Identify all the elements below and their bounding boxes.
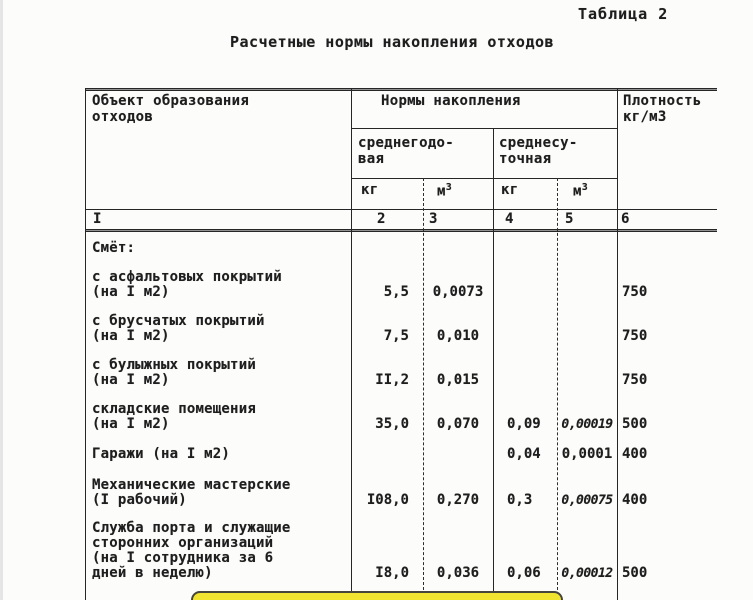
header-daily-average: среднесу- точная bbox=[499, 135, 578, 167]
kg-day-value: 0,09 bbox=[507, 416, 541, 432]
header-object-column: Объект образования отходов bbox=[92, 93, 250, 125]
kg-day-value bbox=[493, 285, 557, 300]
norms-group-underline bbox=[351, 128, 617, 129]
density-value: 500 bbox=[622, 416, 648, 432]
m3-year-value bbox=[423, 447, 493, 462]
column-number-2: 2 bbox=[377, 211, 386, 227]
density-value: 750 bbox=[622, 328, 648, 344]
kg-year-value: 5,5 bbox=[383, 284, 409, 300]
column-number-3: 3 bbox=[429, 211, 438, 227]
kg-day-value: 0,06 bbox=[507, 565, 541, 581]
m3-year-value: 0,036 bbox=[436, 565, 480, 581]
table-body bbox=[85, 232, 717, 581]
m3-year-value: 0,270 bbox=[436, 492, 480, 508]
m3-year-value bbox=[423, 241, 493, 256]
m3-day-value: 0,00012 bbox=[561, 566, 613, 581]
table-row bbox=[85, 241, 717, 256]
density-value: 750 bbox=[622, 372, 648, 388]
table-row bbox=[85, 402, 717, 432]
unit-m3-annual: $м^3$ bbox=[437, 182, 453, 200]
header-density-column: Плотность кг/м3 bbox=[623, 93, 702, 125]
m3-year-value: 0,0073 bbox=[432, 284, 484, 300]
unit-kg-annual: кг bbox=[361, 182, 379, 198]
m3-year-value: 0,015 bbox=[436, 372, 480, 388]
m3-day-value bbox=[557, 373, 617, 388]
kg-day-value bbox=[493, 373, 557, 388]
m3-day-value: 0,0001 bbox=[561, 446, 613, 462]
header-norms-group: Нормы накопления bbox=[381, 93, 521, 109]
density-value: 750 bbox=[622, 284, 648, 300]
m3-day-value: 0,00019 bbox=[561, 417, 613, 432]
m3-day-value bbox=[557, 241, 617, 256]
table-number: Таблица 2 bbox=[578, 5, 669, 23]
density-value: 400 bbox=[622, 492, 648, 508]
row-label: с брусчатых покрытий (на I м2) bbox=[92, 313, 265, 344]
column-number-4: 4 bbox=[505, 211, 514, 227]
row-label: Служба порта и служащие сторонних организаций (на I сотрудника за 6 дней в неделю) bbox=[92, 520, 291, 581]
kg-year-value: 7,5 bbox=[383, 328, 409, 344]
waste-norms-table bbox=[85, 88, 733, 600]
m3-day-value bbox=[557, 285, 617, 300]
row-label: Механические мастерские (I рабочий) bbox=[92, 477, 291, 508]
kg-year-value bbox=[351, 241, 423, 256]
table-row bbox=[85, 358, 717, 388]
column-number-1: I bbox=[93, 211, 102, 227]
table-row bbox=[85, 314, 717, 344]
table-row bbox=[85, 521, 717, 581]
header-annual-average: среднегодо- вая bbox=[358, 135, 455, 167]
kg-year-value: II,2 bbox=[375, 372, 409, 388]
table-row bbox=[85, 270, 717, 300]
m3-year-value: 0,010 bbox=[436, 328, 480, 344]
column-number-5: 5 bbox=[565, 211, 574, 227]
kg-day-value: 0,3 bbox=[507, 492, 533, 508]
row-label: Гаражи (на I м2) bbox=[92, 446, 231, 462]
table-row bbox=[85, 478, 717, 508]
kg-year-value: I08,0 bbox=[366, 492, 409, 508]
kg-day-value bbox=[493, 241, 557, 256]
kg-year-value bbox=[351, 447, 423, 462]
density-value: 500 bbox=[622, 565, 648, 581]
m3-year-value: 0,070 bbox=[436, 416, 480, 432]
row-label: с булыжных покрытий (на I м2) bbox=[92, 357, 256, 388]
density-value: 400 bbox=[622, 446, 648, 462]
kg-year-value: I8,0 bbox=[375, 565, 409, 581]
highlight-bar bbox=[191, 591, 563, 600]
unit-kg-daily: кг bbox=[501, 182, 519, 198]
row-label: Смёт: bbox=[92, 240, 136, 256]
document-title: Расчетные нормы накопления отходов bbox=[230, 33, 555, 51]
table-row bbox=[85, 447, 717, 462]
kg-day-value bbox=[493, 329, 557, 344]
unit-m3-daily: $м^3$ bbox=[573, 182, 589, 200]
density-value bbox=[617, 241, 717, 256]
subheader-underline bbox=[351, 178, 617, 179]
row-label: с асфальтовых покрытий (на I м2) bbox=[92, 269, 282, 300]
column-number-6: 6 bbox=[621, 211, 630, 227]
m3-day-value bbox=[557, 329, 617, 344]
table-top-border bbox=[85, 88, 717, 91]
header-divider-thin bbox=[85, 209, 717, 210]
kg-year-value: 35,0 bbox=[375, 416, 409, 432]
m3-day-value: 0,00075 bbox=[561, 493, 613, 508]
kg-day-value: 0,04 bbox=[507, 446, 541, 462]
row-label: складские помещения (на I м2) bbox=[92, 401, 256, 432]
